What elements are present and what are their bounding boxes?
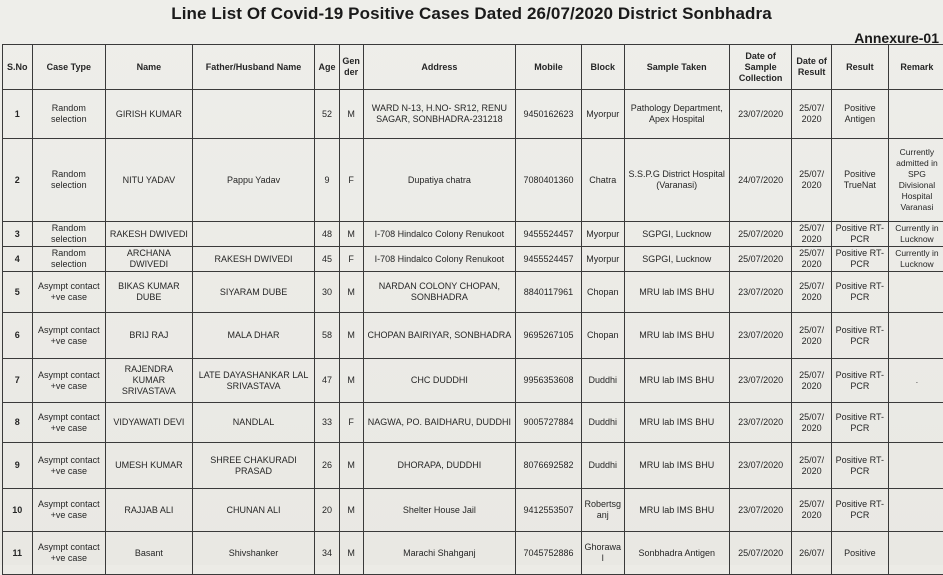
cell-gender: M: [339, 222, 363, 247]
cell-date-of-sample-collection: 23/07/2020: [729, 443, 792, 489]
cell-name: VIDYAWATI DEVI: [106, 403, 193, 443]
cell-mobile: 9455524457: [516, 247, 582, 272]
cell-block: Myorpur: [581, 222, 624, 247]
cell-result: Positive TrueNat: [831, 139, 888, 222]
cell-date-of-sample-collection: 23/07/2020: [729, 359, 792, 403]
cell-address: Dupatiya chatra: [363, 139, 515, 222]
case-line-list-table: [2, 44, 943, 575]
cell-father-husband-name: SHREE CHAKURADI PRASAD: [192, 443, 315, 489]
cell-father-husband-name: [192, 90, 315, 139]
cell-result: Positive RT-PCR: [831, 359, 888, 403]
cell-remark: Currently admitted in SPG Divisional Hospital Varanasi: [888, 139, 943, 222]
cell-result: Positive RT-PCR: [831, 247, 888, 272]
cell-date-of-result: 25/07/ 2020: [792, 139, 831, 222]
cell-gender: M: [339, 443, 363, 489]
cell-remark: [888, 443, 943, 489]
cell-gender: M: [339, 313, 363, 359]
header-name: Name: [106, 45, 193, 90]
cell-age: 52: [315, 90, 339, 139]
header-address: Address: [363, 45, 515, 90]
cell-age: 47: [315, 359, 339, 403]
cell-father-husband-name: LATE DAYASHANKAR LAL SRIVASTAVA: [192, 359, 315, 403]
cell-sno: 6: [3, 313, 33, 359]
cell-name: Basant: [106, 532, 193, 575]
cell-sno: 4: [3, 247, 33, 272]
cell-block: Myorpur: [581, 90, 624, 139]
cell-date-of-sample-collection: 25/07/2020: [729, 247, 792, 272]
cell-date-of-sample-collection: 23/07/2020: [729, 272, 792, 313]
cell-gender: M: [339, 90, 363, 139]
cell-case-type: Random selection: [32, 247, 105, 272]
cell-block: Duddhi: [581, 403, 624, 443]
header-date-of-result: Date of Result: [792, 45, 831, 90]
cell-block: Ghorawa l: [581, 532, 624, 575]
table-row: [3, 272, 943, 313]
table-row: [3, 489, 943, 532]
cell-gender: M: [339, 532, 363, 575]
cell-age: 9: [315, 139, 339, 222]
cell-date-of-result: 25/07/ 2020: [792, 222, 831, 247]
cell-block: Duddhi: [581, 443, 624, 489]
cell-remark: [888, 403, 943, 443]
cell-mobile: 8840117961: [516, 272, 582, 313]
cell-sno: 1: [3, 90, 33, 139]
cell-sample-taken: MRU lab IMS BHU: [624, 403, 729, 443]
cell-case-type: Asympt contact +ve case: [32, 272, 105, 313]
cell-date-of-sample-collection: 23/07/2020: [729, 90, 792, 139]
table-row: [3, 247, 943, 272]
cell-sno: 10: [3, 489, 33, 532]
cell-name: BIKAS KUMAR DUBE: [106, 272, 193, 313]
cell-mobile: 8076692582: [516, 443, 582, 489]
cell-mobile: 9695267105: [516, 313, 582, 359]
header-sno: S.No: [3, 45, 33, 90]
cell-sno: 9: [3, 443, 33, 489]
cell-mobile: 9412553507: [516, 489, 582, 532]
cell-mobile: 9956353608: [516, 359, 582, 403]
cell-case-type: Random selection: [32, 90, 105, 139]
cell-date-of-result: 25/07/ 2020: [792, 247, 831, 272]
cell-date-of-sample-collection: 23/07/2020: [729, 403, 792, 443]
cell-age: 26: [315, 443, 339, 489]
header-sample-taken: Sample Taken: [624, 45, 729, 90]
cell-sno: 7: [3, 359, 33, 403]
cell-address: I-708 Hindalco Colony Renukoot: [363, 222, 515, 247]
cell-gender: M: [339, 272, 363, 313]
cell-gender: F: [339, 403, 363, 443]
cell-sno: 2: [3, 139, 33, 222]
cell-age: 33: [315, 403, 339, 443]
cell-result: Positive RT-PCR: [831, 272, 888, 313]
cell-father-husband-name: Shivshanker: [192, 532, 315, 575]
cell-date-of-result: 25/07/ 2020: [792, 313, 831, 359]
cell-remark: .: [888, 359, 943, 403]
header-father-husband-name: Father/Husband Name: [192, 45, 315, 90]
cell-mobile: 7045752886: [516, 532, 582, 575]
table-row: [3, 90, 943, 139]
cell-result: Positive RT-PCR: [831, 313, 888, 359]
cell-date-of-sample-collection: 24/07/2020: [729, 139, 792, 222]
table-row: [3, 532, 943, 575]
cell-name: NITU YADAV: [106, 139, 193, 222]
cell-father-husband-name: CHUNAN ALI: [192, 489, 315, 532]
cell-address: WARD N-13, H.NO- SR12, RENU SAGAR, SONBHADRA-231218: [363, 90, 515, 139]
cell-result: Positive Antigen: [831, 90, 888, 139]
cell-name: BRIJ RAJ: [106, 313, 193, 359]
header-case-type: Case Type: [32, 45, 105, 90]
cell-remark: Currently in Lucknow: [888, 222, 943, 247]
cell-date-of-result: 25/07/ 2020: [792, 403, 831, 443]
cell-case-type: Asympt contact +ve case: [32, 489, 105, 532]
cell-result: Positive RT-PCR: [831, 489, 888, 532]
cell-date-of-result: 25/07/ 2020: [792, 443, 831, 489]
table-row: [3, 222, 943, 247]
cell-case-type: Random selection: [32, 139, 105, 222]
cell-sample-taken: MRU lab IMS BHU: [624, 489, 729, 532]
cell-date-of-sample-collection: 23/07/2020: [729, 313, 792, 359]
cell-result: Positive RT-PCR: [831, 403, 888, 443]
cell-remark: Currently in Lucknow: [888, 247, 943, 272]
cell-name: ARCHANA DWIVEDI: [106, 247, 193, 272]
cell-case-type: Asympt contact +ve case: [32, 532, 105, 575]
cell-result: Positive RT-PCR: [831, 222, 888, 247]
cell-father-husband-name: MALA DHAR: [192, 313, 315, 359]
cell-sample-taken: MRU lab IMS BHU: [624, 359, 729, 403]
cell-block: Duddhi: [581, 359, 624, 403]
cell-case-type: Asympt contact +ve case: [32, 359, 105, 403]
cell-date-of-result: 25/07/ 2020: [792, 489, 831, 532]
cell-remark: [888, 532, 943, 575]
cell-mobile: 9005727884: [516, 403, 582, 443]
cell-case-type: Asympt contact +ve case: [32, 443, 105, 489]
cell-remark: [888, 90, 943, 139]
header-result: Result: [831, 45, 888, 90]
cell-father-husband-name: SIYARAM DUBE: [192, 272, 315, 313]
cell-sample-taken: S.S.P.G District Hospital (Varanasi): [624, 139, 729, 222]
header-row: [3, 45, 943, 90]
cell-gender: M: [339, 359, 363, 403]
cell-gender: F: [339, 139, 363, 222]
cell-name: UMESH KUMAR: [106, 443, 193, 489]
header-date-of-sample-collection: Date of Sample Collection: [729, 45, 792, 90]
cell-address: CHOPAN BAIRIYAR, SONBHADRA: [363, 313, 515, 359]
table-row: [3, 359, 943, 403]
cell-sample-taken: MRU lab IMS BHU: [624, 272, 729, 313]
cell-block: Chatra: [581, 139, 624, 222]
cell-result: Positive RT-PCR: [831, 443, 888, 489]
cell-sample-taken: MRU lab IMS BHU: [624, 313, 729, 359]
cell-father-husband-name: Pappu Yadav: [192, 139, 315, 222]
table-row: [3, 313, 943, 359]
cell-age: 45: [315, 247, 339, 272]
cell-sno: 8: [3, 403, 33, 443]
cell-age: 30: [315, 272, 339, 313]
header-gender: Gen der: [339, 45, 363, 90]
cell-address: DHORAPA, DUDDHI: [363, 443, 515, 489]
cell-father-husband-name: NANDLAL: [192, 403, 315, 443]
cell-remark: [888, 489, 943, 532]
cell-age: 58: [315, 313, 339, 359]
cell-sno: 3: [3, 222, 33, 247]
cell-case-type: Random selection: [32, 222, 105, 247]
cell-date-of-result: 25/07/ 2020: [792, 272, 831, 313]
cell-sample-taken: SGPGI, Lucknow: [624, 222, 729, 247]
cell-sample-taken: MRU lab IMS BHU: [624, 443, 729, 489]
table-row: [3, 139, 943, 222]
cell-father-husband-name: [192, 222, 315, 247]
header-age: Age: [315, 45, 339, 90]
cell-gender: M: [339, 489, 363, 532]
cell-sno: 11: [3, 532, 33, 575]
header-remark: Remark: [888, 45, 943, 90]
cell-date-of-result: 25/07/ 2020: [792, 359, 831, 403]
annexure-label: Annexure-01: [854, 30, 939, 46]
cell-name: RAJJAB ALI: [106, 489, 193, 532]
document-title: Line List Of Covid-19 Positive Cases Dated 26/07/2020 District Sonbhadra: [0, 4, 943, 24]
cell-sample-taken: SGPGI, Lucknow: [624, 247, 729, 272]
cell-address: NAGWA, PO. BAIDHARU, DUDDHI: [363, 403, 515, 443]
cell-address: CHC DUDDHI: [363, 359, 515, 403]
table-body: [3, 90, 943, 575]
cell-age: 34: [315, 532, 339, 575]
cell-address: NARDAN COLONY CHOPAN, SONBHADRA: [363, 272, 515, 313]
cell-remark: [888, 272, 943, 313]
cell-result: Positive: [831, 532, 888, 575]
cell-name: RAJENDRA KUMAR SRIVASTAVA: [106, 359, 193, 403]
cell-address: Marachi Shahganj: [363, 532, 515, 575]
cell-block: Myorpur: [581, 247, 624, 272]
cell-address: I-708 Hindalco Colony Renukoot: [363, 247, 515, 272]
cell-case-type: Asympt contact +ve case: [32, 313, 105, 359]
cell-date-of-result: 26/07/: [792, 532, 831, 575]
cell-father-husband-name: RAKESH DWIVEDI: [192, 247, 315, 272]
cell-block: Chopan: [581, 272, 624, 313]
cell-age: 48: [315, 222, 339, 247]
cell-address: Shelter House Jail: [363, 489, 515, 532]
cell-mobile: 9450162623: [516, 90, 582, 139]
cell-mobile: 7080401360: [516, 139, 582, 222]
cell-age: 20: [315, 489, 339, 532]
cell-block: Chopan: [581, 313, 624, 359]
cell-sample-taken: Sonbhadra Antigen: [624, 532, 729, 575]
cell-date-of-sample-collection: 25/07/2020: [729, 222, 792, 247]
cell-date-of-sample-collection: 25/07/2020: [729, 532, 792, 575]
cell-date-of-sample-collection: 23/07/2020: [729, 489, 792, 532]
cell-block: Robertsg anj: [581, 489, 624, 532]
cell-gender: F: [339, 247, 363, 272]
header-mobile: Mobile: [516, 45, 582, 90]
cell-date-of-result: 25/07/ 2020: [792, 90, 831, 139]
cell-sno: 5: [3, 272, 33, 313]
cell-name: RAKESH DWIVEDI: [106, 222, 193, 247]
cell-sample-taken: Pathology Department, Apex Hospital: [624, 90, 729, 139]
cell-mobile: 9455524457: [516, 222, 582, 247]
header-block: Block: [581, 45, 624, 90]
cell-case-type: Asympt contact +ve case: [32, 403, 105, 443]
table-row: [3, 443, 943, 489]
cell-name: GIRISH KUMAR: [106, 90, 193, 139]
cell-remark: [888, 313, 943, 359]
table-row: [3, 403, 943, 443]
